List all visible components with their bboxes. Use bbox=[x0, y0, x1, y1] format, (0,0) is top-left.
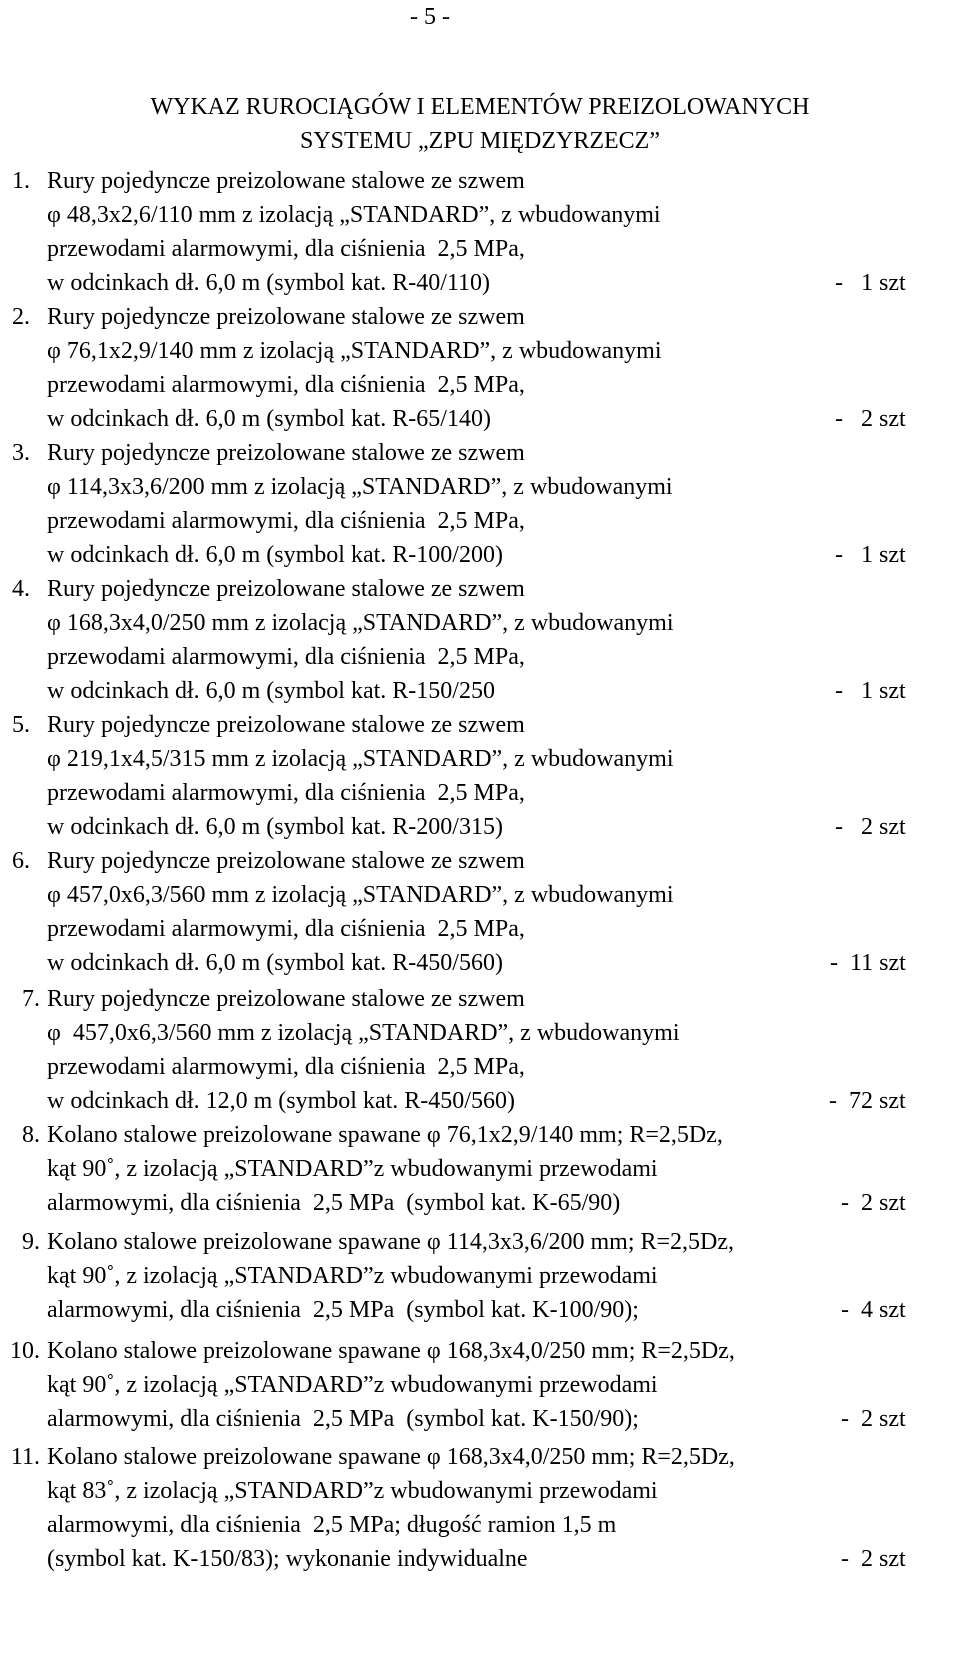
item-quantity: - 11 szt bbox=[830, 950, 906, 976]
item-quantity: - 4 szt bbox=[841, 1297, 906, 1323]
item-text-line: Kolano stalowe preizolowane spawane φ 114,3x3,6/200 mm; R=2,5Dz, bbox=[47, 1229, 735, 1255]
item-quantity: - 2 szt bbox=[835, 814, 906, 840]
item-text-line: Rury pojedyncze preizolowane stalowe ze szwem bbox=[47, 712, 525, 738]
item-text-line: przewodami alarmowymi, dla ciśnienia 2,5 MPa, bbox=[47, 236, 525, 262]
item-text-line: φ 114,3x3,6/200 mm z izolacją „STANDARD”, z wbudowanymi bbox=[47, 474, 673, 500]
item-quantity: - 2 szt bbox=[841, 1546, 906, 1572]
title-line-2: SYSTEMU „ZPU MIĘDZYRZECZ” bbox=[300, 128, 660, 154]
item-text-line: Rury pojedyncze preizolowane stalowe ze szwem bbox=[47, 848, 525, 874]
item-text-line: Kolano stalowe preizolowane spawane φ 168,3x4,0/250 mm; R=2,5Dz, bbox=[47, 1444, 735, 1470]
item-text-line: w odcinkach dł. 6,0 m (symbol kat. R-40/110) bbox=[47, 270, 491, 296]
item-text-line: w odcinkach dł. 6,0 m (symbol kat. R-450/560) bbox=[47, 950, 503, 976]
item-quantity: - 2 szt bbox=[841, 1406, 906, 1432]
item-text-line: Kolano stalowe preizolowane spawane φ 76,1x2,9/140 mm; R=2,5Dz, bbox=[47, 1122, 723, 1148]
item-text-line: φ 76,1x2,9/140 mm z izolacją „STANDARD”, z wbudowanymi bbox=[47, 338, 662, 364]
item-number: 11. bbox=[10, 1444, 40, 1470]
item-text-line: kąt 83˚, z izolacją „STANDARD”z wbudowanymi przewodami bbox=[47, 1478, 658, 1504]
title-line-1: WYKAZ RUROCIĄGÓW I ELEMENTÓW PREIZOLOWANYCH bbox=[150, 94, 810, 120]
item-number: 3. bbox=[12, 440, 30, 466]
item-text-line: φ 457,0x6,3/560 mm z izolacją „STANDARD”, z wbudowanymi bbox=[47, 1020, 680, 1046]
item-text-line: przewodami alarmowymi, dla ciśnienia 2,5 MPa, bbox=[47, 780, 525, 806]
item-text-line: kąt 90˚, z izolacją „STANDARD”z wbudowanymi przewodami bbox=[47, 1156, 658, 1182]
item-quantity: - 1 szt bbox=[835, 542, 906, 568]
item-text-line: przewodami alarmowymi, dla ciśnienia 2,5 MPa, bbox=[47, 1054, 525, 1080]
item-text-line: w odcinkach dł. 6,0 m (symbol kat. R-150/250 bbox=[47, 678, 495, 704]
item-text-line: w odcinkach dł. 6,0 m (symbol kat. R-65/140) bbox=[47, 406, 491, 432]
item-text-line: (symbol kat. K-150/83); wykonanie indywidualne bbox=[47, 1546, 528, 1572]
item-text-line: alarmowymi, dla ciśnienia 2,5 MPa (symbol kat. K-150/90); bbox=[47, 1406, 639, 1432]
item-text-line: Rury pojedyncze preizolowane stalowe ze szwem bbox=[47, 168, 525, 194]
item-number: 5. bbox=[12, 712, 30, 738]
item-number: 9. bbox=[22, 1229, 40, 1255]
item-number: 4. bbox=[12, 576, 30, 602]
item-number: 7. bbox=[22, 986, 40, 1012]
item-quantity: - 1 szt bbox=[835, 678, 906, 704]
page-number: - 5 - bbox=[410, 4, 450, 30]
item-text-line: Rury pojedyncze preizolowane stalowe ze szwem bbox=[47, 986, 525, 1012]
item-text-line: w odcinkach dł. 6,0 m (symbol kat. R-100/200) bbox=[47, 542, 503, 568]
item-text-line: φ 457,0x6,3/560 mm z izolacją „STANDARD”, z wbudowanymi bbox=[47, 882, 674, 908]
item-text-line: Rury pojedyncze preizolowane stalowe ze szwem bbox=[47, 576, 525, 602]
item-text-line: przewodami alarmowymi, dla ciśnienia 2,5 MPa, bbox=[47, 644, 525, 670]
item-text-line: Kolano stalowe preizolowane spawane φ 168,3x4,0/250 mm; R=2,5Dz, bbox=[47, 1338, 735, 1364]
item-text-line: przewodami alarmowymi, dla ciśnienia 2,5 MPa, bbox=[47, 372, 525, 398]
item-text-line: Rury pojedyncze preizolowane stalowe ze szwem bbox=[47, 304, 525, 330]
item-text-line: kąt 90˚, z izolacją „STANDARD”z wbudowanymi przewodami bbox=[47, 1263, 658, 1289]
item-text-line: Rury pojedyncze preizolowane stalowe ze szwem bbox=[47, 440, 525, 466]
item-text-line: w odcinkach dł. 12,0 m (symbol kat. R-450/560) bbox=[47, 1088, 515, 1114]
item-text-line: alarmowymi, dla ciśnienia 2,5 MPa (symbol kat. K-100/90); bbox=[47, 1297, 639, 1323]
item-text-line: φ 168,3x4,0/250 mm z izolacją „STANDARD”, z wbudowanymi bbox=[47, 610, 674, 636]
document-title bbox=[0, 90, 960, 158]
item-text-line: φ 48,3x2,6/110 mm z izolacją „STANDARD”, z wbudowanymi bbox=[47, 202, 661, 228]
item-number: 1. bbox=[12, 168, 30, 194]
item-number: 6. bbox=[12, 848, 30, 874]
item-quantity: - 2 szt bbox=[835, 406, 906, 432]
item-text-line: alarmowymi, dla ciśnienia 2,5 MPa; długość ramion 1,5 m bbox=[47, 1512, 617, 1538]
item-quantity: - 72 szt bbox=[829, 1088, 906, 1114]
item-quantity: - 2 szt bbox=[841, 1190, 906, 1216]
item-number: 10. bbox=[10, 1338, 40, 1364]
item-text-line: przewodami alarmowymi, dla ciśnienia 2,5 MPa, bbox=[47, 916, 525, 942]
item-text-line: przewodami alarmowymi, dla ciśnienia 2,5 MPa, bbox=[47, 508, 525, 534]
item-number: 8. bbox=[22, 1122, 40, 1148]
item-text-line: w odcinkach dł. 6,0 m (symbol kat. R-200/315) bbox=[47, 814, 503, 840]
item-number: 2. bbox=[12, 304, 30, 330]
item-text-line: kąt 90˚, z izolacją „STANDARD”z wbudowanymi przewodami bbox=[47, 1372, 658, 1398]
item-text-line: φ 219,1x4,5/315 mm z izolacją „STANDARD”, z wbudowanymi bbox=[47, 746, 674, 772]
item-quantity: - 1 szt bbox=[835, 270, 906, 296]
item-text-line: alarmowymi, dla ciśnienia 2,5 MPa (symbol kat. K-65/90) bbox=[47, 1190, 621, 1216]
